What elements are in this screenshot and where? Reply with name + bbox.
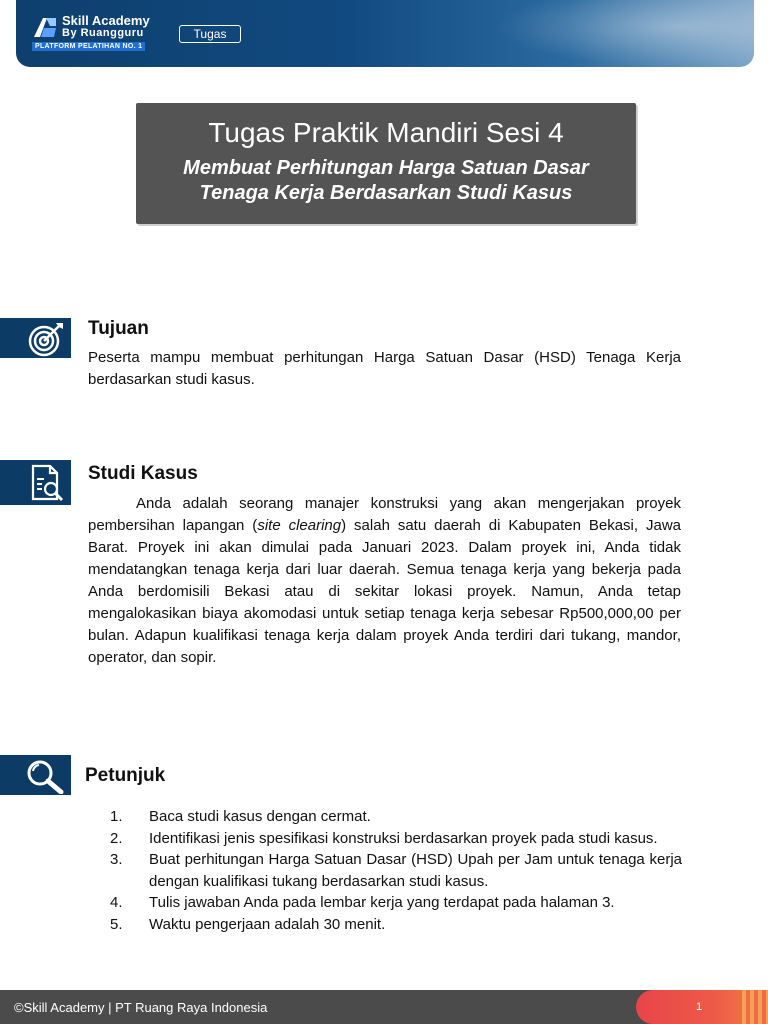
tujuan-body: Peserta mampu membuat perhitungan Harga Satuan Dasar (HSD) Tenaga Kerja berdasarkan studi kasus. [88,349,681,388]
page-number: 1 [696,1001,703,1013]
page-subtitle [136,156,636,206]
title-box [136,103,636,224]
step-text: Waktu pengerjaan adalah 30 menit. [149,915,386,933]
subtitle-line-2: Tenaga Kerja Berdasarkan Studi Kasus [199,182,573,204]
step-number: 1. [110,808,123,825]
footer-stripes-decoration [738,990,768,1024]
brand-subtitle: By Ruangguru [62,27,144,39]
studi-kasus-text-start: Anda adalah seorang manajer konstruksi yang akan mengerjakan proyek pembersihan lapangan ( [88,495,681,534]
document-search-icon [28,463,68,503]
step-number: 4. [110,894,123,911]
step-text: Buat perhitungan Harga Satuan Dasar (HSD) Upah per Jam untuk tenaga kerja dengan kualifikasi tukang berdasarkan studi kasus. [149,851,682,890]
subtitle-line-1: Membuat Perhitungan Harga Satuan Dasar [183,157,589,179]
document-type-tag: Tugas [179,25,241,43]
header-banner [16,0,754,67]
tujuan-icon-box [0,318,71,358]
target-icon [26,321,66,357]
list-item [110,849,682,892]
list-item [110,828,682,850]
magnifier-icon [25,758,65,794]
step-text: Tulis jawaban Anda pada lembar kerja yang terdapat pada halaman 3. [149,894,615,911]
studi-kasus-heading: Studi Kasus [88,463,198,484]
footer-copyright: ©Skill Academy | PT Ruang Raya Indonesia [14,1000,268,1015]
footer-bar [0,990,768,1024]
studi-kasus-icon-box [0,460,71,505]
skill-academy-logo-icon [32,16,58,38]
header-decoration [494,0,754,67]
step-text: Baca studi kasus dengan cermat. [149,808,371,825]
step-text: Identifikasi jenis spesifikasi konstruksi berdasarkan proyek pada studi kasus. [149,829,658,847]
list-item [110,892,682,914]
petunjuk-steps-list [110,806,682,935]
petunjuk-icon-box [0,755,71,795]
tujuan-heading: Tujuan [88,318,149,339]
step-number: 2. [110,829,123,847]
page-title: Tugas Praktik Mandiri Sesi 4 [208,117,564,148]
studi-kasus-text-end: ) salah satu daerah di Kabupaten Bekasi, Jawa Barat. Proyek ini akan dimulai pada Januari 2023. Dalam proyek ini, Anda tidak mendatangkan tenaga kerja dari luar daerah. Semua tenaga kerja yang bekerja pada Anda berdomisili Bekasi atau di sekitar lokasi proyek. Namun, Anda tetap mengalokasikan biaya akomodasi untuk setiap tenaga kerja sebesar Rp500,000,00 per bulan. Adapun kualifikasi tenaga kerja dalam proyek Anda terdiri dari tukang, mandor, operator, dan sopir. [88,517,681,666]
studi-kasus-italic-term: site clearing [257,517,342,534]
list-item [110,914,682,936]
studi-kasus-body [88,493,681,669]
petunjuk-heading: Petunjuk [85,765,166,786]
step-number: 3. [110,851,123,868]
brand-badge: PLATFORM PELATIHAN NO. 1 [32,42,145,51]
brand-title: Skill Academy [62,13,150,28]
list-item [110,806,682,828]
step-number: 5. [110,915,123,933]
